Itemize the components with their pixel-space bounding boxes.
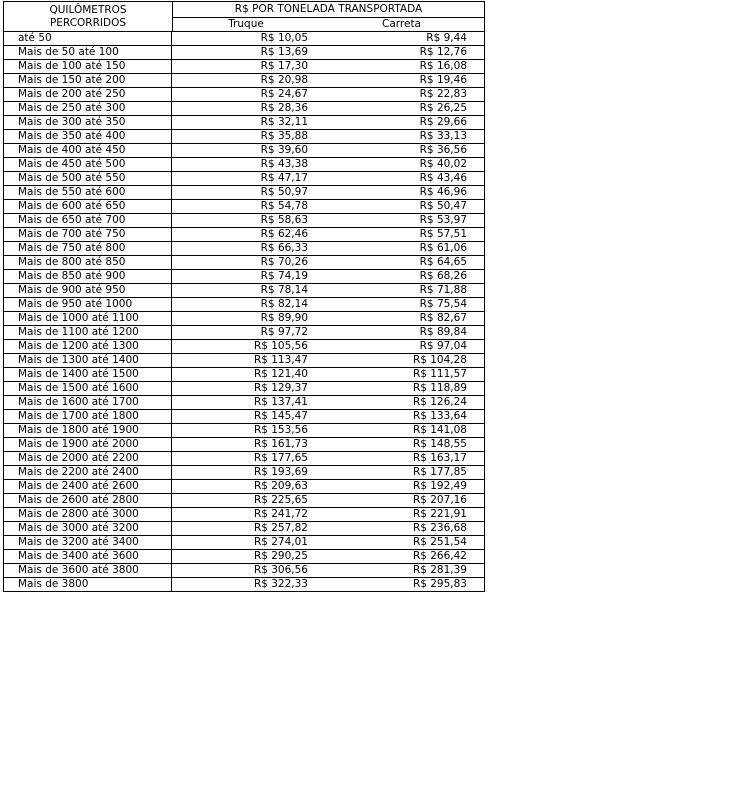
- carreta-price-cell: R$ 61,06: [419, 242, 467, 254]
- table-row: [3, 144, 485, 158]
- table-row: [3, 578, 485, 592]
- table-row: [3, 256, 485, 270]
- table-row: [3, 284, 485, 298]
- km-range-cell: Mais de 300 até 350: [4, 116, 172, 129]
- km-range-cell: Mais de 1200 até 1300: [4, 340, 172, 353]
- carreta-price-cell: R$ 26,25: [419, 102, 467, 114]
- table-row: [3, 88, 485, 102]
- table-row: [3, 242, 485, 256]
- truque-price-cell: R$ 17,30: [260, 60, 308, 72]
- carreta-price-cell: R$ 89,84: [419, 326, 467, 338]
- table-row: [3, 298, 485, 312]
- table-row: [3, 172, 485, 186]
- carreta-price-cell: R$ 71,88: [419, 284, 467, 296]
- carreta-price-cell: R$ 19,46: [419, 74, 467, 86]
- km-range-cell: Mais de 1700 até 1800: [4, 410, 172, 423]
- table-row: [3, 340, 485, 354]
- carreta-price-cell: R$ 29,66: [419, 116, 467, 128]
- km-range-cell: Mais de 450 até 500: [4, 158, 172, 171]
- km-range-cell: Mais de 1400 até 1500: [4, 368, 172, 381]
- table-row: [3, 368, 485, 382]
- km-range-cell: Mais de 100 até 150: [4, 60, 172, 73]
- truque-price-cell: R$ 50,97: [260, 186, 308, 198]
- table-row: [3, 312, 485, 326]
- truque-price-cell: R$ 58,63: [260, 214, 308, 226]
- carreta-price-cell: R$ 281,39: [412, 564, 467, 576]
- km-range-cell: Mais de 200 até 250: [4, 88, 172, 101]
- table-row: [3, 130, 485, 144]
- carreta-price-cell: R$ 266,42: [412, 550, 467, 562]
- km-range-cell: Mais de 150 até 200: [4, 74, 172, 87]
- truque-price-cell: R$ 153,56: [253, 424, 308, 436]
- truque-price-cell: R$ 74,19: [260, 270, 308, 282]
- truque-price-cell: R$ 161,73: [253, 438, 308, 450]
- carreta-price-cell: R$ 236,68: [412, 522, 467, 534]
- truque-price-cell: R$ 62,46: [260, 228, 308, 240]
- table-row: [3, 396, 485, 410]
- km-range-cell: Mais de 1000 até 1100: [4, 312, 172, 325]
- truque-price-cell: R$ 145,47: [253, 410, 308, 422]
- truque-price-cell: R$ 105,56: [253, 340, 308, 352]
- km-range-cell: Mais de 2400 até 2600: [4, 480, 172, 493]
- carreta-price-cell: R$ 43,46: [419, 172, 467, 184]
- table-row: [3, 46, 485, 60]
- table-row: [3, 522, 485, 536]
- truque-price-cell: R$ 70,26: [260, 256, 308, 268]
- km-range-cell: Mais de 2200 até 2400: [4, 466, 172, 479]
- carreta-price-cell: R$ 82,67: [419, 312, 467, 324]
- carreta-price-cell: R$ 111,57: [412, 368, 467, 380]
- truque-price-cell: R$ 225,65: [253, 494, 308, 506]
- table-row: [3, 200, 485, 214]
- table-row: [3, 382, 485, 396]
- carreta-price-cell: R$ 221,91: [412, 508, 467, 520]
- truque-price-cell: R$ 39,60: [260, 144, 308, 156]
- km-range-cell: Mais de 3800: [4, 578, 172, 591]
- truque-price-cell: R$ 28,36: [260, 102, 308, 114]
- carreta-price-cell: R$ 64,65: [419, 256, 467, 268]
- km-range-cell: Mais de 1300 até 1400: [4, 354, 172, 367]
- truque-price-cell: R$ 193,69: [253, 466, 308, 478]
- carreta-price-cell: R$ 46,96: [419, 186, 467, 198]
- carreta-price-cell: R$ 97,04: [419, 340, 467, 352]
- km-range-cell: Mais de 1600 até 1700: [4, 396, 172, 409]
- carreta-price-cell: R$ 251,54: [412, 536, 467, 548]
- carreta-price-cell: R$ 9,44: [426, 32, 467, 44]
- carreta-price-cell: R$ 33,13: [419, 130, 467, 142]
- km-range-cell: Mais de 2600 até 2800: [4, 494, 172, 507]
- truque-price-cell: R$ 129,37: [253, 382, 308, 394]
- km-range-cell: Mais de 1900 até 2000: [4, 438, 172, 451]
- table-row: [3, 466, 485, 480]
- truque-price-cell: R$ 35,88: [260, 130, 308, 142]
- carreta-price-cell: R$ 40,02: [419, 158, 467, 170]
- table-row: [3, 60, 485, 74]
- km-range-cell: Mais de 3400 até 3600: [4, 550, 172, 563]
- table-row: [3, 32, 485, 46]
- km-range-cell: Mais de 500 até 550: [4, 172, 172, 185]
- truque-price-cell: R$ 177,65: [253, 452, 308, 464]
- carreta-price-cell: R$ 104,28: [412, 354, 467, 366]
- carreta-price-cell: R$ 36,56: [419, 144, 467, 156]
- truque-price-cell: R$ 47,17: [260, 172, 308, 184]
- table-row: [3, 480, 485, 494]
- km-range-cell: Mais de 950 até 1000: [4, 298, 172, 311]
- km-range-cell: Mais de 50 até 100: [4, 46, 172, 59]
- truque-price-cell: R$ 113,47: [253, 354, 308, 366]
- carreta-price-cell: R$ 57,51: [419, 228, 467, 240]
- km-range-cell: Mais de 1100 até 1200: [4, 326, 172, 339]
- km-range-cell: Mais de 700 até 750: [4, 228, 172, 241]
- carreta-price-cell: R$ 207,16: [412, 494, 467, 506]
- km-header-line1: QUILÔMETROS: [49, 4, 127, 16]
- km-range-cell: Mais de 600 até 650: [4, 200, 172, 213]
- truque-price-cell: R$ 13,69: [260, 46, 308, 58]
- truque-price-cell: R$ 322,33: [253, 578, 308, 590]
- table-row: [3, 424, 485, 438]
- km-header: [4, 2, 173, 31]
- km-range-cell: Mais de 3000 até 3200: [4, 522, 172, 535]
- carreta-price-cell: R$ 16,08: [419, 60, 467, 72]
- table-row: [3, 214, 485, 228]
- km-range-cell: até 50: [4, 32, 172, 45]
- table-row: [3, 564, 485, 578]
- truque-price-cell: R$ 121,40: [253, 368, 308, 380]
- truque-price-cell: R$ 290,25: [253, 550, 308, 562]
- carreta-price-cell: R$ 141,08: [412, 424, 467, 436]
- carreta-price-cell: R$ 75,54: [419, 298, 467, 310]
- carreta-price-cell: R$ 192,49: [412, 480, 467, 492]
- table-row: [3, 354, 485, 368]
- km-range-cell: Mais de 550 até 600: [4, 186, 172, 199]
- truque-price-cell: R$ 20,98: [260, 74, 308, 86]
- truque-price-cell: R$ 241,72: [253, 508, 308, 520]
- carreta-price-cell: R$ 68,26: [419, 270, 467, 282]
- km-range-cell: Mais de 900 até 950: [4, 284, 172, 297]
- km-range-cell: Mais de 3600 até 3800: [4, 564, 172, 577]
- km-range-cell: Mais de 350 até 400: [4, 130, 172, 143]
- carreta-price-cell: R$ 148,55: [412, 438, 467, 450]
- carreta-price-cell: R$ 53,97: [419, 214, 467, 226]
- truque-price-cell: R$ 82,14: [260, 298, 308, 310]
- table-row: [3, 508, 485, 522]
- truque-price-cell: R$ 209,63: [253, 480, 308, 492]
- truque-price-cell: R$ 10,05: [260, 32, 308, 44]
- table-row: [3, 550, 485, 564]
- km-range-cell: Mais de 750 até 800: [4, 242, 172, 255]
- truque-price-cell: R$ 257,82: [253, 522, 308, 534]
- table-row: [3, 186, 485, 200]
- carreta-price-cell: R$ 163,17: [412, 452, 467, 464]
- km-range-cell: Mais de 850 até 900: [4, 270, 172, 283]
- carreta-price-cell: R$ 177,85: [412, 466, 467, 478]
- table-row: [3, 74, 485, 88]
- table-row: [3, 536, 485, 550]
- carreta-price-cell: R$ 12,76: [419, 46, 467, 58]
- table-row: [3, 326, 485, 340]
- km-range-cell: Mais de 1800 até 1900: [4, 424, 172, 437]
- carreta-price-cell: R$ 295,83: [412, 578, 467, 590]
- truque-price-cell: R$ 54,78: [260, 200, 308, 212]
- table-header: [3, 1, 485, 32]
- km-range-cell: Mais de 2800 até 3000: [4, 508, 172, 521]
- table-body: [3, 32, 485, 592]
- table-row: [3, 158, 485, 172]
- km-header-line2: PERCORRIDOS: [49, 17, 127, 29]
- km-range-cell: Mais de 1500 até 1600: [4, 382, 172, 395]
- carreta-price-cell: R$ 118,89: [412, 382, 467, 394]
- truque-price-cell: R$ 66,33: [260, 242, 308, 254]
- km-range-cell: Mais de 400 até 450: [4, 144, 172, 157]
- truque-price-cell: R$ 97,72: [260, 326, 308, 338]
- truque-price-cell: R$ 43,38: [260, 158, 308, 170]
- table-row: [3, 452, 485, 466]
- table-row: [3, 410, 485, 424]
- km-range-cell: Mais de 800 até 850: [4, 256, 172, 269]
- km-range-cell: Mais de 3200 até 3400: [4, 536, 172, 549]
- carreta-price-cell: R$ 50,47: [419, 200, 467, 212]
- carreta-header: Carreta: [382, 18, 421, 30]
- truque-price-cell: R$ 137,41: [253, 396, 308, 408]
- km-range-cell: Mais de 250 até 300: [4, 102, 172, 115]
- carreta-price-cell: R$ 22,83: [419, 88, 467, 100]
- truque-header: Truque: [228, 18, 264, 30]
- price-header: R$ POR TONELADA TRANSPORTADA: [173, 2, 484, 18]
- truque-price-cell: R$ 78,14: [260, 284, 308, 296]
- carreta-price-cell: R$ 133,64: [412, 410, 467, 422]
- carreta-price-cell: R$ 126,24: [412, 396, 467, 408]
- truque-price-cell: R$ 89,90: [260, 312, 308, 324]
- table-row: [3, 116, 485, 130]
- truque-price-cell: R$ 24,67: [260, 88, 308, 100]
- table-row: [3, 102, 485, 116]
- freight-table: [3, 1, 485, 592]
- table-row: [3, 228, 485, 242]
- table-row: [3, 494, 485, 508]
- truque-price-cell: R$ 274,01: [253, 536, 308, 548]
- km-range-cell: Mais de 650 até 700: [4, 214, 172, 227]
- truque-price-cell: R$ 32,11: [260, 116, 308, 128]
- table-row: [3, 438, 485, 452]
- km-range-cell: Mais de 2000 até 2200: [4, 452, 172, 465]
- table-row: [3, 270, 485, 284]
- truque-price-cell: R$ 306,56: [253, 564, 308, 576]
